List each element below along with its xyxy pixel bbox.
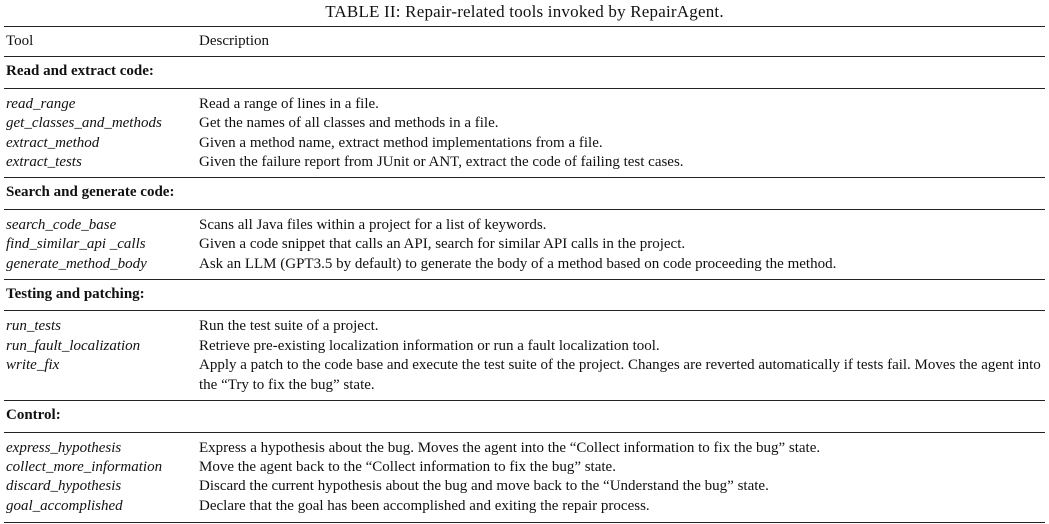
- table-row: [4, 432, 1045, 458]
- section-title: Read and extract code:: [4, 57, 1045, 88]
- section-read-extract: [4, 57, 1045, 178]
- tool-description: Get the names of all classes and methods in a file.: [199, 115, 499, 132]
- table-row: [4, 337, 1045, 356]
- tool-name: search_code_base: [6, 216, 117, 233]
- tool-name: read_range: [6, 95, 76, 112]
- table-row: [4, 356, 1045, 400]
- table-row: [4, 458, 1045, 477]
- tool-description: Read a range of lines in a file.: [199, 95, 379, 112]
- table-row: [4, 134, 1045, 153]
- table-row: [4, 477, 1045, 496]
- tool-name: collect_more_information: [6, 458, 163, 475]
- tool-name: get_classes_and_methods: [6, 115, 162, 132]
- section-testing-patching: [4, 280, 1045, 401]
- section-title: Control:: [4, 401, 1045, 432]
- table-row: [4, 311, 1045, 337]
- header-row: [4, 27, 1045, 57]
- section-title: Search and generate code:: [4, 178, 1045, 209]
- header-tool: Tool: [4, 27, 197, 57]
- section-search-generate: [4, 178, 1045, 280]
- tool-name: discard_hypothesis: [6, 478, 122, 495]
- tool-description: Given the failure report from JUnit or ANT, extract the code of failing test cases.: [199, 154, 684, 171]
- table-row: [4, 209, 1045, 235]
- tool-description: Declare that the goal has been accomplished and exiting the repair process.: [197, 497, 1045, 523]
- tool-name: run_tests: [6, 318, 62, 335]
- table-caption: TABLE II: Repair-related tools invoked by RepairAgent.: [325, 2, 724, 21]
- table-row: [4, 153, 1045, 178]
- header-description: Description: [197, 27, 1045, 57]
- table-row: [4, 114, 1045, 133]
- tool-description: Apply a patch to the code base and execute the test suite of the project. Changes are reverted automatically if tests fail. Moves the agent into the “Try to fix the bug” state.: [199, 357, 1041, 393]
- tool-description: Given a code snippet that calls an API, search for similar API calls in the project.: [199, 236, 686, 253]
- tool-description: Move the agent back to the “Collect information to fix the bug” state.: [199, 458, 616, 475]
- tool-name: generate_method_body: [6, 255, 147, 272]
- table-row: [4, 255, 1045, 280]
- table-figure: [4, 0, 1045, 523]
- tool-name: extract_method: [6, 134, 100, 151]
- tool-name: find_similar_api _calls: [6, 236, 146, 253]
- tool-name: extract_tests: [6, 154, 82, 171]
- tool-description: Express a hypothesis about the bug. Moves the agent into the “Collect information to fix the bug” state.: [199, 439, 821, 456]
- tool-name: goal_accomplished: [4, 497, 197, 523]
- tool-description: Given a method name, extract method implementations from a file.: [199, 134, 603, 151]
- tool-name: run_fault_localization: [6, 337, 141, 354]
- tool-name: express_hypothesis: [6, 439, 122, 456]
- tool-description: Retrieve pre-existing localization information or run a fault localization tool.: [199, 337, 660, 354]
- tool-description: Scans all Java files within a project for a list of keywords.: [199, 216, 547, 233]
- table-row: [4, 497, 1045, 523]
- section-control: [4, 401, 1045, 523]
- table-row: [4, 235, 1045, 254]
- tool-description: Ask an LLM (GPT3.5 by default) to generate the body of a method based on code proceeding the method.: [199, 255, 837, 272]
- tools-table: [4, 26, 1045, 523]
- tool-description: Discard the current hypothesis about the bug and move back to the “Understand the bug” state.: [199, 478, 769, 495]
- tool-name: write_fix: [6, 357, 60, 374]
- section-title: Testing and patching:: [4, 280, 1045, 311]
- table-row: [4, 88, 1045, 114]
- tool-description: Run the test suite of a project.: [199, 318, 379, 335]
